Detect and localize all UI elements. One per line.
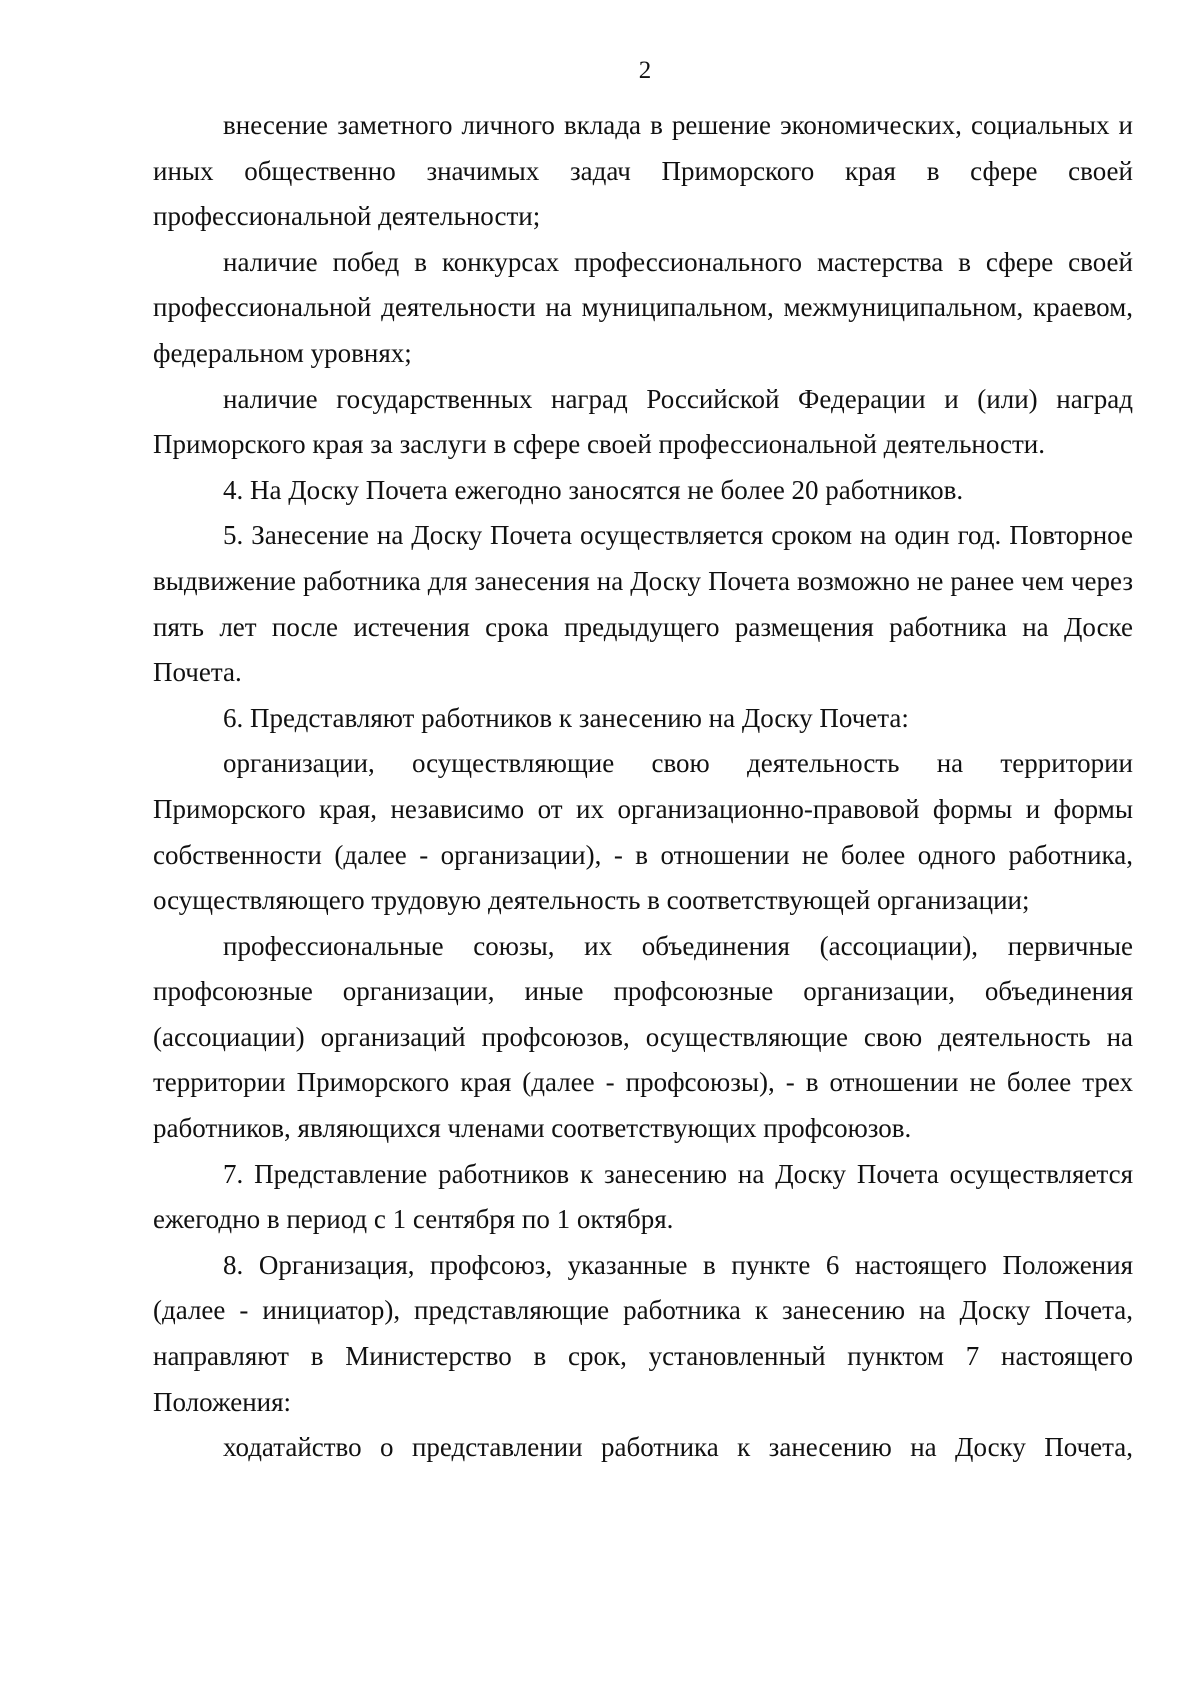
paragraph-petition: ходатайство о представлении работника к занесению на Доску Почета, — [223, 1432, 1133, 1463]
paragraph-item-5: 5. Занесение на Доску Почета осуществляется сроком на один год. Повторное выдвижение работника для занесения на Доску Почета возможно не ранее чем через пять лет после истечения срока предыдущего размещения работника на Доске Почета. — [153, 520, 1133, 688]
document-body — [153, 103, 1133, 1471]
paragraph-item-4: 4. На Доску Почета ежегодно заносятся не более 20 работников. — [223, 474, 964, 505]
page-number: 2 — [638, 57, 652, 84]
paragraph-trade-unions: профессиональные союзы, их объединения (ассоциации), первичные профсоюзные организации, иные профсоюзные организации, объединения (ассоциации) организаций профсоюзов, осуществляющие свою деятельность на территории Приморского края (далее - профсоюзы), - в отношении не более трех работников, являющихся членами соответствующих профсоюзов. — [153, 930, 1133, 1144]
paragraph-item-8: 8. Организация, профсоюз, указанные в пункте 6 настоящего Положения (далее - инициатор), представляющие работника к занесению на Доску Почета, направляют в Министерство в срок, установленный пунктом 7 настоящего Положения: — [153, 1249, 1133, 1417]
paragraph-item-7: 7. Представление работников к занесению на Доску Почета осуществляется ежегодно в период с 1 сентября по 1 октября. — [153, 1158, 1133, 1235]
paragraph-contribution: внесение заметного личного вклада в решение экономических, социальных и иных общественно значимых задач Приморского края в сфере своей профессиональной деятельности; — [153, 110, 1133, 232]
paragraph-organizations: организации, осуществляющие свою деятельность на территории Приморского края, независимо от их организационно-правовой формы и формы собственности (далее - организации), - в отношении не более одного работника, осуществляющего трудовую деятельность в соответствующей организации; — [153, 748, 1133, 916]
paragraph-competition-wins: наличие побед в конкурсах профессионального мастерства в сфере своей профессиональной деятельности на муниципальном, межмуниципальном, краевом, федеральном уровнях; — [153, 246, 1133, 368]
paragraph-state-awards: наличие государственных наград Российской Федерации и (или) наград Приморского края за заслуги в сфере своей профессиональной деятельности. — [153, 383, 1133, 460]
paragraph-item-6: 6. Представляют работников к занесению на Доску Почета: — [223, 702, 909, 733]
